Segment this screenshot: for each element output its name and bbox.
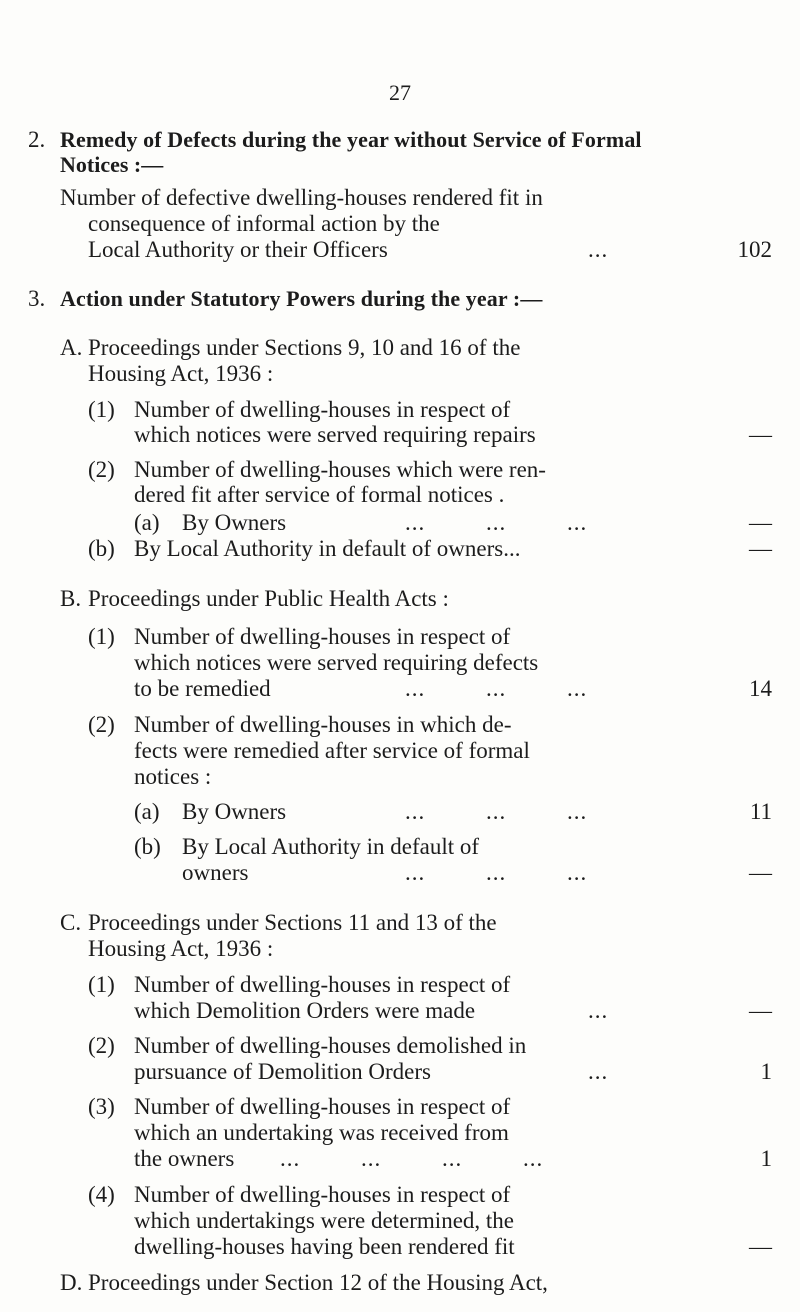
item-b2b-cont: [0, 860, 800, 886]
text-line: Number of defective dwelling-houses rendered fit in: [60, 185, 543, 210]
text-line: By Local Authority in default of owners...: [134, 536, 521, 561]
item-b2-cont: [0, 764, 800, 790]
subsection-letter: A.: [60, 335, 83, 360]
leader-dots: ... ... ...: [405, 510, 588, 535]
item-c3: [0, 1094, 800, 1120]
text-line: pursuance of Demolition Orders: [134, 1059, 432, 1084]
section-3-heading-row: [0, 286, 800, 312]
leader-dots: ... ... ...: [405, 676, 588, 701]
item-number: (1): [88, 624, 115, 649]
text-line: Number of dwelling-houses in respect of: [134, 1182, 511, 1207]
item-c3-cont: [0, 1120, 800, 1146]
item-b1: [0, 624, 800, 650]
item-number: (b): [88, 536, 115, 561]
subsection-letter: B.: [60, 586, 82, 611]
subsection-d: [0, 1270, 800, 1296]
item-number: (1): [88, 397, 115, 422]
item-b2-cont: [0, 738, 800, 764]
value: —: [749, 998, 772, 1023]
value: —: [749, 510, 772, 535]
text-line: Number of dwelling-houses in which de-: [134, 712, 512, 737]
text-line: to be remedied: [134, 676, 271, 701]
item-a2b: [0, 536, 800, 562]
text-line: Proceedings under Sections 9, 10 and 16 of the: [88, 335, 521, 360]
text-line: consequence of informal action by the: [88, 211, 440, 236]
text-line: Local Authority or their Officers: [88, 237, 388, 262]
item-number: (2): [88, 712, 115, 737]
item-c2: [0, 1033, 800, 1059]
text-line: Number of dwelling-houses which were ren-: [134, 457, 546, 482]
subsection-a: [0, 335, 800, 361]
page-number: 27: [389, 80, 411, 105]
leader-dots: ...: [588, 998, 609, 1023]
leader-dots: ...: [588, 237, 609, 262]
section-heading: Remedy of Defects during the year without Service of Formal: [60, 127, 642, 152]
text-line: Number of dwelling-houses in respect of: [134, 624, 511, 649]
text-line: notices :: [134, 764, 212, 789]
subsection-b: [0, 586, 800, 612]
item-b2b: [0, 834, 800, 860]
text-line: which Demolition Orders were made: [134, 998, 476, 1023]
value: —: [749, 536, 772, 561]
subsection-letter: C.: [60, 910, 82, 935]
text-line: By Owners: [182, 799, 287, 824]
subsection-c: [0, 910, 800, 936]
text-line: dwelling-houses having been rendered fit: [134, 1234, 515, 1259]
item-a2: [0, 457, 800, 483]
leader-dots: ... ... ...: [405, 799, 588, 824]
text-line: By Local Authority in default of: [182, 834, 480, 859]
text-line: Proceedings under Section 12 of the Housing Act,: [88, 1270, 548, 1295]
text-line: Number of dwelling-houses in respect of: [134, 397, 511, 422]
item-a2-cont: [0, 482, 800, 508]
subsection-c-cont: [0, 936, 800, 962]
section-2-line: [0, 211, 800, 237]
section-heading-cont: Notices :—: [60, 152, 164, 177]
section-2-line: [0, 237, 800, 263]
value: 102: [737, 237, 772, 262]
text-line: Proceedings under Public Health Acts :: [88, 586, 449, 611]
item-b2a: [0, 799, 800, 825]
text-line: which undertakings were determined, the: [134, 1208, 515, 1233]
text-line: By Owners: [182, 510, 287, 535]
value: 1: [760, 1146, 772, 1171]
section-2-heading-cont: [0, 152, 800, 178]
item-c1: [0, 972, 800, 998]
value: 11: [749, 799, 772, 824]
item-c1-cont: [0, 998, 800, 1024]
value: 14: [749, 676, 772, 701]
item-number: (a): [134, 799, 160, 824]
text-line: owners: [182, 860, 249, 885]
section-heading: Action under Statutory Powers during the year :—: [60, 286, 543, 311]
value: —: [749, 422, 772, 447]
section-number: 3.: [28, 286, 46, 311]
item-number: (1): [88, 972, 115, 997]
leader-dots: ...: [588, 1059, 609, 1084]
value: —: [749, 860, 772, 885]
value: —: [749, 1234, 772, 1259]
item-number: (2): [88, 1033, 115, 1058]
text-line: dered fit after service of formal notices .: [134, 482, 505, 507]
subsection-letter: D.: [60, 1270, 83, 1295]
section-2-heading-row: [0, 127, 800, 153]
text-line: the owners: [134, 1146, 235, 1171]
value: 1: [760, 1059, 772, 1084]
text-line: Housing Act, 1936 :: [88, 936, 274, 961]
subsection-a-cont: [0, 361, 800, 387]
item-c2-cont: [0, 1059, 800, 1085]
item-c3-cont: [0, 1146, 800, 1172]
text-line: Number of dwelling-houses demolished in: [134, 1033, 527, 1058]
text-line: Housing Act, 1936 :: [88, 361, 274, 386]
item-b1-cont: [0, 676, 800, 702]
text-line: Number of dwelling-houses in respect of: [134, 972, 511, 997]
text-line: fects were remedied after service of formal: [134, 738, 530, 763]
section-number: 2.: [28, 127, 46, 152]
item-c4-cont: [0, 1234, 800, 1260]
item-a1: [0, 397, 800, 423]
item-a2a: [0, 510, 800, 536]
item-b1-cont: [0, 650, 800, 676]
item-c4-cont: [0, 1208, 800, 1234]
section-2-line: [0, 185, 800, 211]
item-number: (a): [134, 510, 160, 535]
item-number: (b): [134, 834, 161, 859]
text-line: which notices were served requiring defects: [134, 650, 539, 675]
text-line: Number of dwelling-houses in respect of: [134, 1094, 511, 1119]
text-line: which an undertaking was received from: [134, 1120, 509, 1145]
item-number: (3): [88, 1094, 115, 1119]
text-line: which notices were served requiring repairs: [134, 422, 536, 447]
leader-dots: ... ... ... ...: [280, 1146, 544, 1171]
item-a1-cont: [0, 422, 800, 448]
item-b2: [0, 712, 800, 738]
item-c4: [0, 1182, 800, 1208]
leader-dots: ... ... ...: [405, 860, 588, 885]
item-number: (4): [88, 1182, 115, 1207]
item-number: (2): [88, 457, 115, 482]
text-line: Proceedings under Sections 11 and 13 of the: [88, 910, 497, 935]
